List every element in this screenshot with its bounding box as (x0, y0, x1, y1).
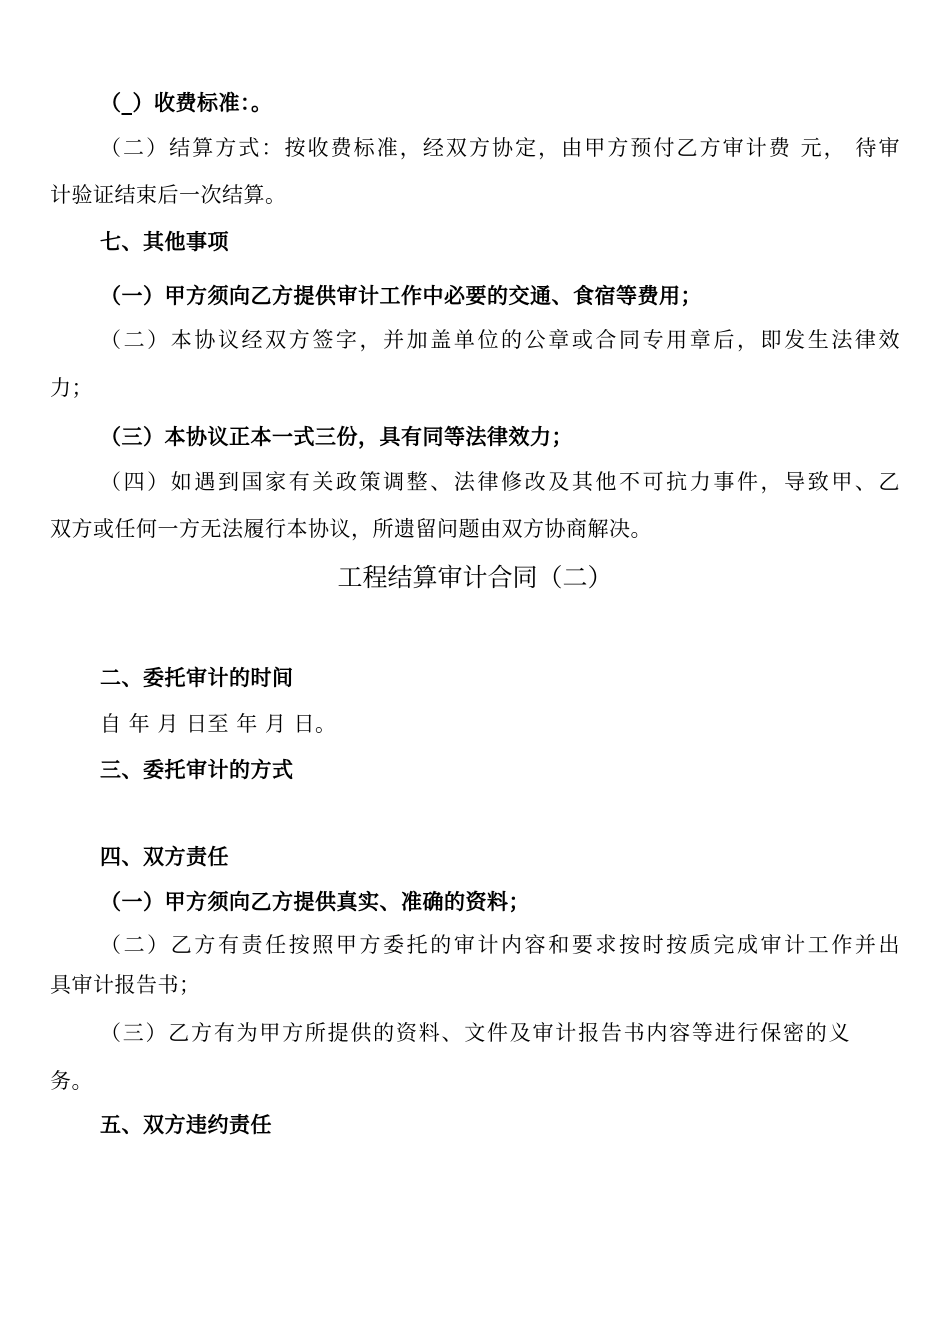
responsibility-item-3-line-2: 务。 (50, 1069, 93, 1093)
settlement-method-line-2: 计验证结束后一次结算。 (50, 183, 287, 207)
responsibility-item-1: （一）甲方须向乙方提供真实、准确的资料； (100, 890, 530, 914)
responsibility-item-2-line-1: （二）乙方有责任按照甲方委托的审计内容和要求按时按质完成审计工作并出 (100, 933, 900, 957)
settlement-method-line-1: （二）结算方式：按收费标准，经双方协定，由甲方预付乙方审计费 元， 待审 (100, 136, 900, 160)
other-matters-item-4-line-2: 双方或任何一方无法履行本协议，所遗留问题由双方协商解决。 (50, 517, 652, 541)
section-heading-breach-liability: 五、双方违约责任 (100, 1113, 272, 1137)
section-heading-responsibilities: 四、双方责任 (100, 845, 229, 869)
responsibility-item-2-line-2: 具审计报告书； (50, 973, 201, 997)
fee-standard-line: （_）收费标准：。 (100, 91, 273, 115)
section-heading-audit-method: 三、委托审计的方式 (100, 758, 294, 782)
responsibility-item-3-line-1: （三）乙方有为甲方所提供的资料、文件及审计报告书内容等进行保密的义 (100, 1021, 850, 1045)
other-matters-item-2-line-2: 力； (50, 376, 93, 400)
other-matters-item-2-line-1: （二）本协议经双方签字，并加盖单位的公章或合同专用章后，即发生法律效 (100, 328, 900, 352)
audit-time-range: 自 年 月 日至 年 月 日。 (100, 712, 337, 736)
contract-title: 工程结算审计合同（二） (337, 563, 613, 592)
section-heading-audit-time: 二、委托审计的时间 (100, 666, 294, 690)
other-matters-item-3: （三）本协议正本一式三份，具有同等法律效力； (100, 425, 573, 449)
other-matters-item-4-line-1: （四）如遇到国家有关政策调整、法律修改及其他不可抗力事件，导致甲、乙 (100, 470, 900, 494)
other-matters-item-1: （一）甲方须向乙方提供审计工作中必要的交通、食宿等费用； (100, 284, 702, 308)
section-heading-other-matters: 七、其他事项 (100, 230, 229, 254)
